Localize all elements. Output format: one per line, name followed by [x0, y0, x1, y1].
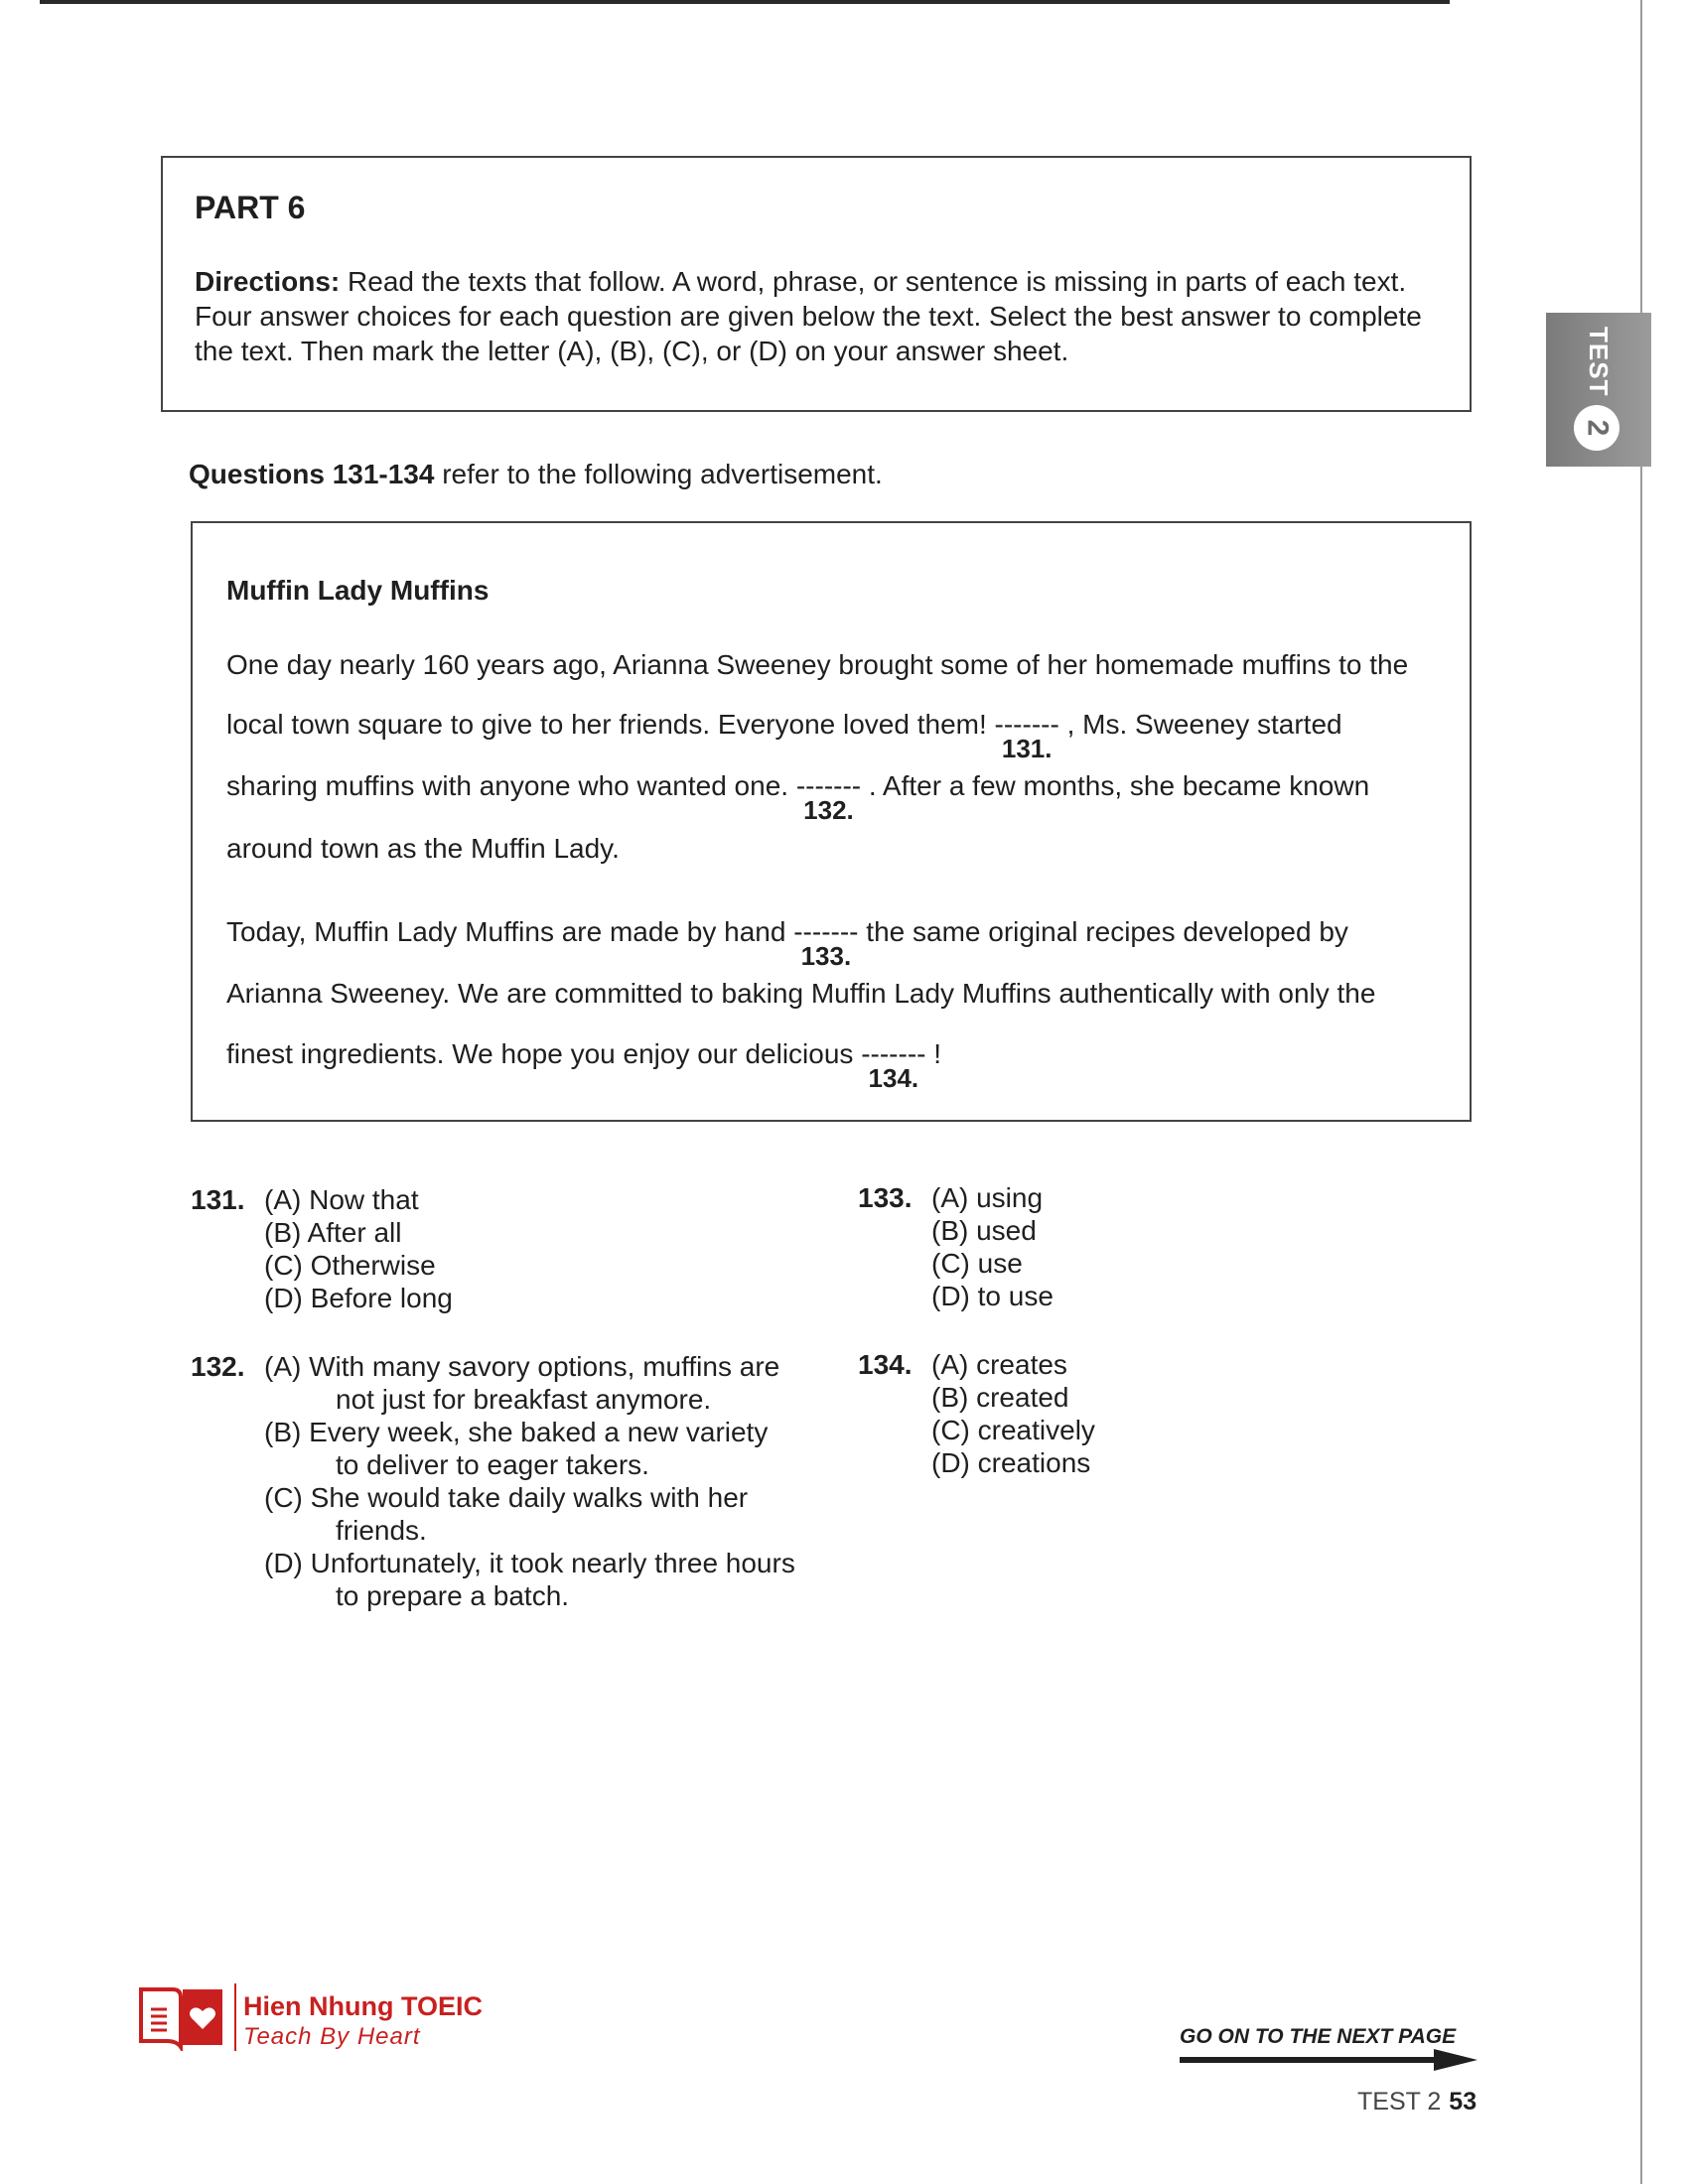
- ad-line-1: One day nearly 160 years ago, Arianna Sweeney brought some of her homemade muffins to the: [226, 649, 1409, 680]
- brand-tagline: Teach By Heart: [243, 2023, 421, 2050]
- top-rule: [40, 0, 1450, 4]
- option-133-d[interactable]: (D) to use: [931, 1281, 1054, 1311]
- test-side-tab: [1546, 313, 1651, 467]
- blank-134: [861, 1038, 926, 1093]
- ad-line-6: Arianna Sweeney. We are committed to baking Muffin Lady Muffins authentically with only the: [226, 978, 1376, 1009]
- part-title: PART 6: [195, 190, 306, 225]
- side-tab-label: TEST: [1584, 327, 1614, 397]
- ad-line-2-start: local town square to give to her friends. Everyone loved them!: [226, 709, 995, 740]
- footer-test-label: TEST 2: [1357, 2088, 1442, 2116]
- option-131-c[interactable]: (C) Otherwise: [264, 1250, 436, 1281]
- option-132-b[interactable]: (B) Every week, she baked a new variety: [264, 1417, 769, 1447]
- option-134-a[interactable]: (A) creates: [931, 1349, 1067, 1380]
- option-132-c-cont: friends.: [336, 1515, 427, 1546]
- option-134-d[interactable]: (D) creations: [931, 1447, 1091, 1478]
- option-133-a[interactable]: (A) using: [931, 1182, 1044, 1213]
- ad-line-3-end: . After a few months, she became known: [861, 770, 1370, 801]
- book-heart-logo-icon: [137, 1981, 226, 2051]
- question-number: 132.: [191, 1351, 245, 1382]
- option-132-a-cont: not just for breakfast anymore.: [336, 1384, 712, 1415]
- brand-separator: [234, 1983, 236, 2051]
- option-133-c[interactable]: (C) use: [931, 1248, 1023, 1279]
- option-134-c[interactable]: (C) creatively: [931, 1415, 1095, 1445]
- advertisement-box: [191, 521, 1472, 1122]
- directions-line-3: the text. Then mark the letter (A), (B), (C), or (D) on your answer sheet.: [195, 336, 1069, 366]
- option-131-d[interactable]: (D) Before long: [264, 1283, 453, 1313]
- option-133-b[interactable]: (B) used: [931, 1215, 1037, 1246]
- advertisement-title: Muffin Lady Muffins: [226, 575, 490, 606]
- blank-131-dashes: -------: [994, 709, 1059, 740]
- blank-134-number: 134.: [868, 1063, 919, 1093]
- option-132-b-cont: to deliver to eager takers.: [336, 1449, 649, 1480]
- question-number: 131.: [191, 1184, 245, 1215]
- option-131-a[interactable]: (A) Now that: [264, 1184, 419, 1215]
- ad-line-3-start: sharing muffins with anyone who wanted one.: [226, 770, 796, 801]
- option-131-b[interactable]: (B) After all: [264, 1217, 402, 1248]
- page-footer: [1357, 2088, 1477, 2116]
- blank-131: [994, 709, 1059, 763]
- directions-label: Directions:: [195, 266, 341, 297]
- page-number: 53: [1449, 2088, 1477, 2116]
- option-132-a[interactable]: (A) With many savory options, muffins are: [264, 1351, 780, 1382]
- blank-133-number: 133.: [800, 941, 852, 971]
- directions-text: [195, 264, 1438, 368]
- ad-line-5: [226, 916, 1348, 971]
- ad-line-5-start: Today, Muffin Lady Muffins are made by hand: [226, 916, 794, 947]
- blank-133-dashes: -------: [793, 916, 859, 947]
- ad-line-2-end: , Ms. Sweeney started: [1058, 709, 1342, 740]
- questions-range: Questions 131-134: [189, 459, 435, 489]
- ad-line-7-start: finest ingredients. We hope you enjoy our delicious: [226, 1038, 862, 1069]
- option-134-b[interactable]: (B) created: [931, 1382, 1069, 1413]
- ad-line-2: [226, 709, 1342, 763]
- brand-name: Hien Nhung TOEIC: [243, 1991, 483, 2021]
- blank-132-dashes: -------: [795, 770, 862, 801]
- questions-intro: [189, 459, 883, 490]
- ad-line-7: [226, 1038, 942, 1093]
- option-132-d[interactable]: (D) Unfortunately, it took nearly three hours: [264, 1548, 795, 1578]
- option-132-d-cont: to prepare a batch.: [336, 1580, 570, 1611]
- blank-131-number: 131.: [1001, 734, 1053, 763]
- directions-box: [161, 156, 1472, 412]
- side-tab-number: 2: [1581, 419, 1614, 437]
- blank-134-dashes: -------: [861, 1038, 926, 1069]
- arrow-right-icon: [1180, 2049, 1477, 2071]
- ad-line-3: [226, 770, 1370, 825]
- blank-132: [795, 770, 862, 825]
- questions-intro-text: refer to the following advertisement.: [434, 459, 883, 489]
- side-tab-number-badge: [1574, 405, 1619, 451]
- directions-line-2: Four answer choices for each question are given below the text. Select the best answer to complete: [195, 301, 1422, 332]
- ad-line-5-end: the same original recipes developed by: [858, 916, 1348, 947]
- next-page-label: GO ON TO THE NEXT PAGE: [1180, 2025, 1457, 2048]
- ad-line-4: around town as the Muffin Lady.: [226, 833, 620, 864]
- question-number: 134.: [858, 1349, 913, 1380]
- directions-line-1: Read the texts that follow. A word, phrase, or sentence is missing in parts of each text.: [340, 266, 1407, 297]
- blank-132-number: 132.: [803, 795, 854, 825]
- question-number: 133.: [858, 1182, 913, 1213]
- ad-line-7-end: !: [925, 1038, 942, 1069]
- option-132-c[interactable]: (C) She would take daily walks with her: [264, 1482, 749, 1513]
- blank-133: [793, 916, 859, 971]
